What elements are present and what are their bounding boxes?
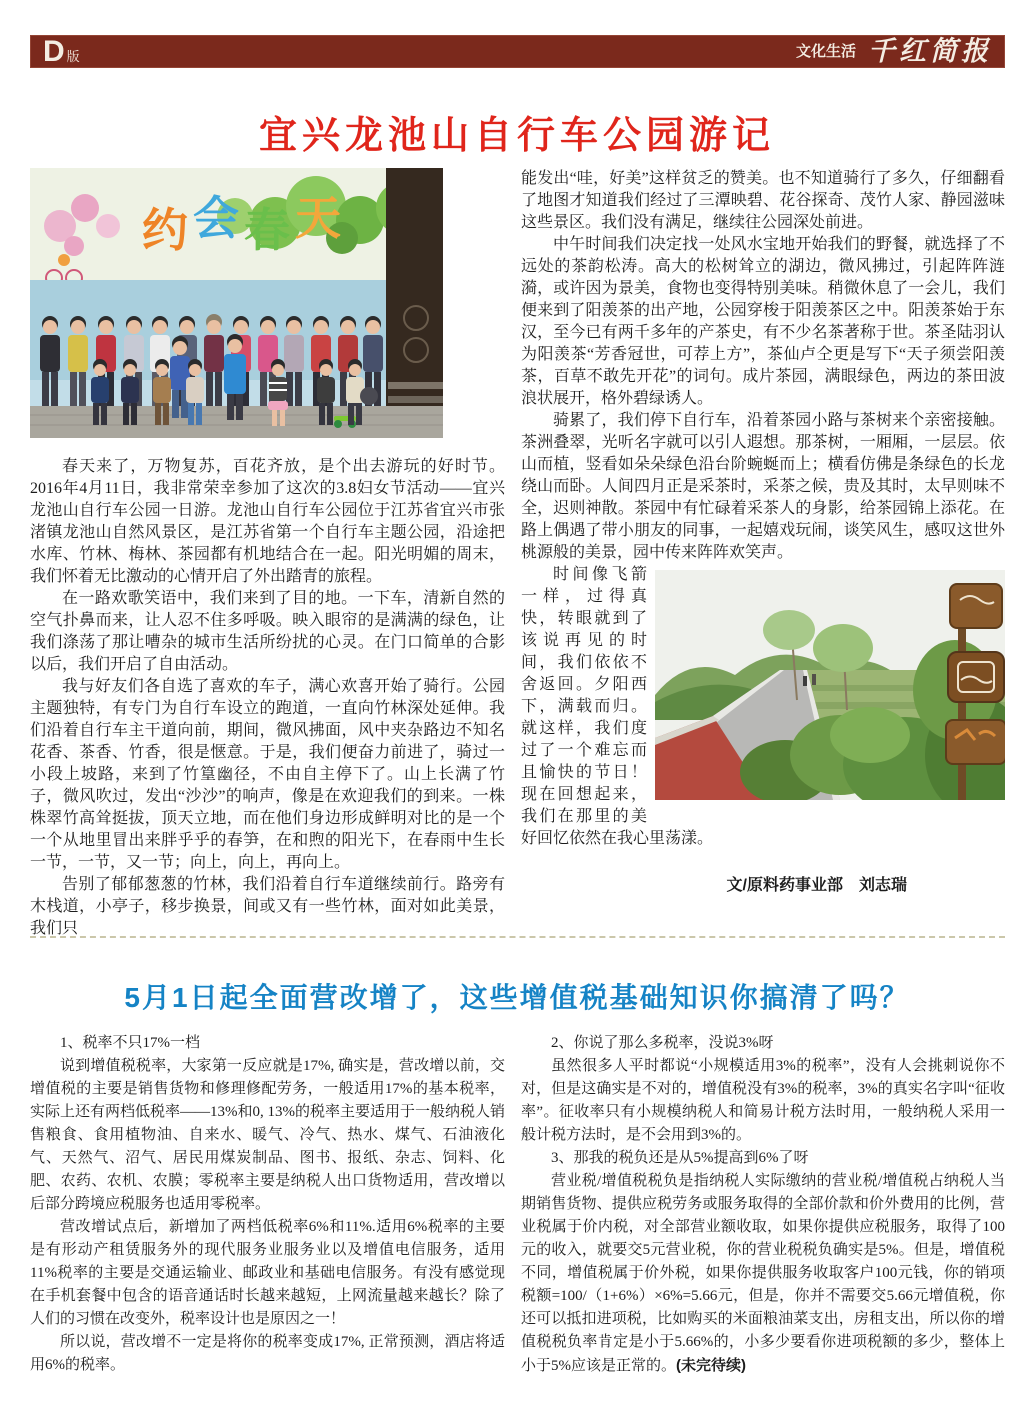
paragraph <box>521 1170 1005 1378</box>
article2-left-column <box>30 1032 505 1382</box>
paragraph: 所以说，营改增不一定是将你的税率变成17%, 正常预测，酒店将适用6%的税率。 <box>30 1334 505 1373</box>
article1-body <box>30 168 1005 938</box>
to-be-continued-note: (未完待续) <box>676 1357 746 1374</box>
article2-body <box>30 1032 1005 1382</box>
paragraph: 虽然很多人平时都说“小规模适用3%的税率”，没有人会挑刺说你不对，但是这确实是不对的，增值税没有3%的税率，3%的真实名字叫“征收率”。征收率只有小规模纳税人和简易计税方法时用，一般纳税人采用一般计税方法时，是不会用到3%的。 <box>521 1058 1005 1143</box>
wrap-section <box>521 564 1005 850</box>
subheading: 2、你说了那么多税率，没说3%呀 <box>551 1035 774 1051</box>
group-photo <box>30 168 443 438</box>
group-photo-illustration <box>30 168 443 438</box>
banner-char-1: 约 <box>142 203 188 257</box>
article1-title: 宜兴龙池山自行车公园游记 <box>258 115 775 157</box>
paragraph: 时间像飞箭一样，过得真快，转眼就到了该说再见的时间，我们依依不舍返回。夕阳西下，满载而归。就这样，我们度过了一个难忘而且愉快的节日！现在回想起来，我们在那里的美好回忆依然在我心里荡漾。 <box>521 566 714 847</box>
paragraph: 告别了郁郁葱葱的竹林，我们沿着自行车道继续前行。路旁有木栈道，小亭子，移步换景，间或又有一些竹林，面对如此美景，我们只 <box>30 876 505 937</box>
banner-char-2: 会 <box>193 191 239 245</box>
park-path-photo <box>655 570 1005 800</box>
edition-letter: D <box>43 34 65 68</box>
paragraph: 春天来了，万物复苏，百花齐放，是个出去游玩的好时节。2016年4月11日，我非常荣幸参加了这次的3.8妇女节活动——宜兴龙池山自行车公园一日游。龙池山自行车公园位于江苏省宜兴市张渚镇龙池山自然风景区，是江苏省第一个自行车主题公园，沿途把水库、竹林、梅林、茶园都有机地结合在一起。阳光明媚的周末，我们怀着无比激动的心情开启了外出踏青的旅程。 <box>30 458 505 585</box>
paragraph: 营改增试点后，新增加了两档低税率6%和11%.适用6%税率的主要是有形动产租赁服务外的现代服务业服务业以及增值电信服务，适用11%税率的主要是交通运输业、邮政业和基础电信服务。有没有感觉现在手机套餐中包含的语音通话时长越来越短，上网流量越来越长？除了人们的习惯在改变外，税率设计也是原因之一！ <box>30 1219 505 1327</box>
paragraph: 说到增值税税率，大家第一反应就是17%, 确实是，营改增以前，交增值税的主要是销售货物和修理修配劳务，一般适用17%的基本税率，实际上还有两档低税率——13%和0, 13%的税率主要适用于一般纳税人销售粮食、食用植物油、自来水、暖气、冷气、热水、煤气、石油液化气、天然气、沼气、居民用煤炭制品、图书、报纸、杂志、饲料、化肥、农药、农机、农膜；零税率主要是纳税人出口货物适用，营改增以后部分跨境应税服务也适用零税率。 <box>30 1058 505 1212</box>
byline: 文/原料药事业部 刘志瑞 <box>726 877 907 894</box>
article2-title: 5月1日起全面营改增了，这些增值税基础知识你搞清了吗？ <box>124 982 910 1013</box>
banner-char-3: 春 <box>244 203 290 257</box>
article2-right-column <box>521 1032 1005 1382</box>
brand-title: 千红简报 <box>868 36 992 67</box>
subheading: 3、那我的税负还是从5%提高到6%了呀 <box>551 1150 809 1166</box>
edition-label <box>43 34 80 68</box>
section-divider <box>30 936 1005 938</box>
paragraph: 能发出“哇，好美”这样贫乏的赞美。也不知道骑行了多久，仔细翻看了地图才知道我们经过了三潭映碧、花谷探奇、茂竹人家、静园滋味这些景区。我们没有满足，继续往公园深处前进。 <box>521 170 1005 231</box>
page-header <box>30 35 1005 68</box>
paragraph: 中午时间我们决定找一处风水宝地开始我们的野餐，就选择了不远处的茶韵松涛。高大的松树耸立的湖边，微风拂过，引起阵阵涟漪，或许因为景美，食物也变得特别美味。稍微休息了一会儿，我们便来到了阳羡茶的出产地，公园穿梭于阳羡茶区之中。阳羡茶始于东汉，至今已有两千多年的产茶史，有不少名茶著称于世。茶圣陆羽认为阳羡茶“芳香冠世，可荐上方”，茶仙卢仝更是写下“天子须尝阳羡茶，百草不敢先开花”的词句。成片茶园，满眼绿色，两边的茶田波浪状展开，格外碧绿诱人。 <box>521 236 1005 407</box>
article1-right-column <box>521 168 1005 938</box>
paragraph: 在一路欢歌笑语中，我们来到了目的地。一下车，清新自然的空气扑鼻而来，让人忍不住多呼吸。映入眼帘的是满满的绿色，让我们涤荡了那让嘈杂的城市生活所纷扰的心灵。在门口简单的合影以后，我们开启了自由活动。 <box>30 590 505 673</box>
edition-suffix: 版 <box>66 48 80 64</box>
banner-char-4: 天 <box>295 191 341 245</box>
park-path-illustration <box>655 570 1005 800</box>
paragraph: 骑累了，我们停下自行车，沿着茶园小路与茶树来个亲密接触。茶洲叠翠，光听名字就可以引人遐想。那茶树，一厢厢，一层层。依山而植，竖看如朵朵绿色沿台阶蜿蜒而上；横看仿佛是条绿色的长龙绕山而卧。人间四月正是采茶时，采茶之候，贵及其时，太早则味不全，迟则神散。茶园中有忙碌着采茶人的身影，给茶园锦上添花。在路上偶遇了带小朋友的同事，一起嬉戏玩闹，谈笑风生，感叹这世外桃源般的美景，园中传来阵阵欢笑声。 <box>521 412 1005 561</box>
section-label: 文化生活 <box>795 43 856 60</box>
article1-left-column <box>30 168 505 938</box>
masthead-brand <box>796 38 992 65</box>
subheading: 1、税率不只17%一档 <box>60 1035 200 1051</box>
paragraph-text: 营业税/增值税税负是指纳税人实际缴纳的营业税/增值税占纳税人当期销售货物、提供应税劳务或服务取得的全部价款和价外费用的比例，营业税属于价内税，对全部营业额收取，如果你提供应税服务，取得了100元的收入，就要交5元营业税，你的营业税税负确实是5%。但是，增值税不同，增值税属于价外税，如果你提供服务收取客户100元钱，你的销项税额=100/（1+6%）×6%=5.66元，但是，你并不需要交5.66元增值税，你还可以抵扣进项税，比如购买的米面粮油菜支出，房租支出，所以你的增值税税负率肯定是小于5.66%的，小多少要看你进项税额的多少，整体上小于5%应该是正常的。 <box>521 1173 1005 1374</box>
paragraph: 我与好友们各自选了喜欢的车子，满心欢喜开始了骑行。公园主题独特，有专门为自行车设立的跑道，一直向竹林深处延伸。我们沿着自行车主干道向前，期间，微风拂面，风中夹杂路边不知名花香、茶香、竹香，很是惬意。于是，我们便奋力前进了，骑过一小段上坡路，来到了竹篁幽径，不由自主停下了。山上长满了竹子，微风吹过，发出“沙沙”的响声，像是在欢迎我们的到来。一株株翠竹高耸挺拔，顶天立地，而在他们身边形成鲜明对比的是一个一个从地里冒出来胖乎乎的春笋，在和煦的阳光下，在春雨中生长一节，一节，又一节；向上，向上，再向上。 <box>30 678 505 871</box>
